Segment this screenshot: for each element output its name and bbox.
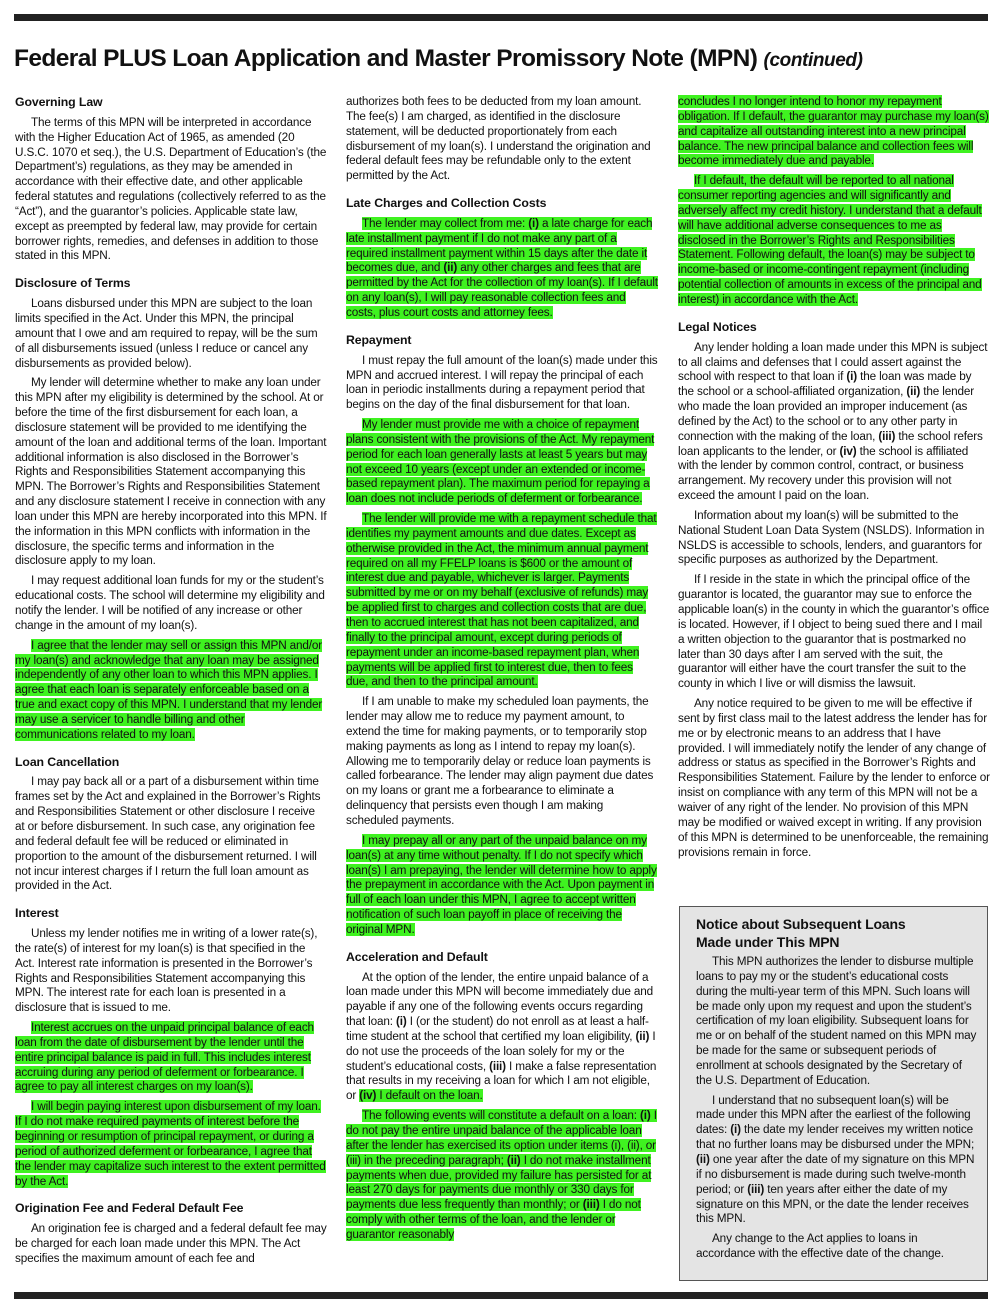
paragraph: Any change to the Act applies to loans in accordance with the effective date of the change. bbox=[696, 1232, 944, 1261]
paragraph-highlighted: concludes I no longer intend to honor my repayment obligation. If I default, the guarantor may purchase my loan(s) and capitalize all outstanding interest into a new principal balance. The new principal balance and collection fees will become immediately due and payable. bbox=[678, 95, 989, 168]
paragraph-highlighted: My lender must provide me with a choice of repayment plans consistent with the provisions of the Act. My repayment period for each loan generally lasts at least 5 years but may not exceed 10 years (except under an extended or income-based repayment plan). The maximum period for repaying a loan does not include periods of deferment or forbearance. bbox=[346, 418, 655, 506]
paragraph: I must repay the full amount of the loan(s) made under this MPN and accrued interest. I will repay the principal of each loan in periodic installments during a repayment period that begins on the day of the final disbursement for that loan. bbox=[346, 353, 658, 412]
section-heading-origination: Origination Fee and Federal Default Fee bbox=[15, 1201, 244, 1216]
paragraph: Unless my lender notifies me in writing of a lower rate(s), the rate(s) of interest for my loan(s) is that specified in the Act. Interest rate information is presented in the Borrower’s Rights and Responsibilities Statement accompanying this MPN. The interest rate for each loan is presented in a disclosure that is issued to me. bbox=[15, 927, 318, 1015]
bottom-rule bbox=[14, 1292, 988, 1299]
section-heading-cancellation: Loan Cancellation bbox=[15, 754, 120, 769]
section-heading-acceleration: Acceleration and Default bbox=[346, 949, 488, 964]
paragraph-highlighted: The following events will constitute a default on a loan: (i) I do not pay the entire unpaid balance of the applicable loan after the lender has exercised its option under items (i), (ii), or (iii) in the preceding paragraph; (ii) I do not make installment payments when due, provided my failure has persisted for at least 270 days for payments due monthly or 330 days for payments due less frequently than monthly; or (iii) I do not comply with other terms of the loan, and the lender or guarantor reasonably bbox=[346, 1109, 657, 1241]
paragraph: Loans disbursed under this MPN are subject to the loan limits specified in the Act. Under this MPN, the principal amount that I owe and am required to repay, will be the sum of all disbursements issued (unless I reduce or cancel any disbursements as provided below). bbox=[15, 297, 318, 370]
paragraph: An origination fee is charged and a federal default fee may be charged for each loan made under this MPN. The Act specifies the maximum amount of each fee and bbox=[15, 1222, 327, 1265]
page-title: Federal PLUS Loan Application and Master Promissory Note (MPN) (continued) bbox=[14, 45, 863, 72]
section-heading-interest: Interest bbox=[15, 906, 59, 921]
paragraph-highlighted: The lender may collect from me: (i) a late charge for each late installment payment if I do not make any part of a required installment payment within 15 days after the date it becomes due, and (ii) any other charges and fees that are permitted by the Act for the collection of my loan(s). If I default on any loan(s), I will pay reasonable collection fees and costs, plus court costs and attorney fees. bbox=[346, 216, 658, 319]
paragraph: authorizes both fees to be deducted from my loan amount. The fee(s) I am charged, as identified in the disclosure statement, will be deducted proportionately from each disbursement of my loan(s). I understand the origination and federal default fees may be refundable only to the extent permitted by the Act. bbox=[346, 95, 651, 183]
section-heading-disclosure: Disclosure of Terms bbox=[15, 276, 131, 291]
paragraph: Information about my loan(s) will be submitted to the National Student Loan Data System (NSLDS). Information in NSLDS is accessible to schools, lenders, and guarantors for specific purposes as authorized by the Department. bbox=[678, 508, 985, 567]
paragraph: I may pay back all or a part of a disbursement within time frames set by the Act and explained in the Borrower’s Rights and Responsibilities Statement or other disclosure I receive at or before disbursement. In such case, any origination fee and federal default fee will be reduced or eliminated in proportion to the amount of the disbursement returned. I will not incur interest charges if I return the full loan amount as provided in the Act. bbox=[15, 775, 321, 893]
paragraph-highlighted: Interest accrues on the unpaid principal balance of each loan from the date of disbursement by the lender until the entire principal balance is paid in full. This includes interest accruing during any period of deferment or forbearance. I agree to pay all interest charges on my loan(s). bbox=[15, 1021, 314, 1094]
paragraph: I may request additional loan funds for my or the student’s educational costs. The school will determine my eligibility and notify the lender. I will be notified of any increase or other change in the amount of my loan(s). bbox=[15, 574, 325, 632]
column-1 bbox=[15, 95, 327, 1272]
paragraph-highlighted: I agree that the lender may sell or assign this MPN and/or my loan(s) and acknowledge that any loan may be assigned independently of any other loan to which this MPN applies. I agree that each loan is separately enforceable based on a true and exact copy of this MPN. I understand that my lender may use a servicer to handle billing and other communications related to my loan. bbox=[15, 638, 323, 741]
column-2 bbox=[346, 95, 658, 1248]
paragraph-highlighted: If I default, the default will be reported to all national consumer reporting agencies and will significantly and adversely affect my credit history. I understand that a default will have additional adverse consequences to me as disclosed in the Borrower’s Rights and Responsibilities Statement. Following default, the loan(s) may be subject to income-based or income-contingent repayment (including potential collection of amounts in excess of the principal and interest) in accordance with the Act. bbox=[678, 174, 982, 306]
paragraph: At the option of the lender, the entire unpaid balance of a loan made under this MPN will become immediately due and payable if any one of the following events occurs regarding that loan: (i) I (or the student) do not enroll as at least a half-time student at the school that certified my loan eligibility, (ii) I do not use the proceeds of the loan solely for my or the student’s educational costs, (iii) I make a false representation that results in my receiving a loan for which I am not eligible, or (iv) I default on the loan. bbox=[346, 970, 657, 1103]
paragraph: If I am unable to make my scheduled loan payments, the lender may allow me to reduce my payment amount, to extend the time for making payments, or to temporarily stop making payments as long as I intend to repay my loan(s). Allowing me to temporarily delay or reduce loan payments is called forbearance. The lender may align payment due dates on my loans or grant me a forbearance to eliminate a delinquency that persists even though I am making scheduled payments. bbox=[346, 695, 654, 827]
paragraph-highlighted: The lender will provide me with a repayment schedule that identifies my payment amounts and due dates. Except as otherwise provided in the Act, the minimum annual payment required on all my FFELP loans is $600 or the amount of interest due and payable, whichever is larger. Payments submitted by me or on my behalf (exclusive of refunds) may be applied first to charges and collection costs that are due, then to accrued interest that has not been capitalized, and finally to the principal amount, except during periods of repayment under an income-based repayment plan, when payments will be applied first to interest due, then to fees due, and then to the principal amount. bbox=[346, 512, 657, 689]
top-rule bbox=[14, 14, 988, 21]
section-heading-late-charges: Late Charges and Collection Costs bbox=[346, 196, 547, 211]
paragraph: Any lender holding a loan made under this MPN is subject to all claims and defenses that I could assert against the school with respect to that loan if (i) the loan was made by the school or a school-affiliated organization, (ii) the lender who made the loan provided an improper inducement (as defined by the Act) to the school or to any other party in connection with the making of the loan, (iii) the school refers loan applicants to the lender, or (iv) the school is affiliated with the lender by common control, contract, or business arrangement. My recovery under this provision will not exceed the amount I paid on the loan. bbox=[678, 340, 988, 503]
notice-box-subsequent-loans bbox=[679, 906, 988, 1281]
paragraph: This MPN authorizes the lender to disburse multiple loans to pay my or the student’s educational costs during the multi-year term of this MPN. Such loans will be made only upon my request and upon the student’s certification of my loan eligibility. Subsequent loans for me or on behalf of the student named on this MPN may be made for the same or subsequent periods of enrollment at schools designated by the Secretary of the U.S. Department of Education. bbox=[696, 955, 977, 1087]
paragraph-highlighted: I may prepay all or any part of the unpaid balance on my loan(s) at any time without penalty. If I do not specify which loan(s) I am prepaying, the lender will determine how to apply the prepayment in accordance with the Act. Upon payment in full of each loan under this MPN, I agree to accept written notification of such loan payoff in place of receiving the original MPN. bbox=[346, 833, 657, 936]
paragraph: The terms of this MPN will be interpreted in accordance with the Higher Education Act of 1965, as amended (20 U.S.C. 1070 et seq.), the U.S. Department of Education’s (the Department’s) regulations, as they may be amended in accordance with their effective date, and other applicable federal statutes and regulations (collectively referred to as the “Act”), and the guarantor’s policies. Applicable state law, except as preempted by federal law, may provide for certain borrower rights, remedies, and defenses in addition to those stated in this MPN. bbox=[15, 115, 327, 263]
continued-label: (continued) bbox=[763, 50, 863, 71]
paragraph: My lender will determine whether to make any loan under this MPN after my eligibility is determined by the school. At or before the time of the first disbursement for each loan, a disclosure statement will be provided to me identifying the amount of the loan and additional terms of the loan. Important additional information is also disclosed in the Borrower’s Rights and Responsibilities Statement accompanying this MPN. The Borrower’s Rights and Responsibilities Statement and any disclosure statement I receive in connection with any loan under this MPN are hereby incorporated into this MPN. If the information in this MPN conflicts with information in the disclosure, the specific terms and information in the disclosure apply to my loan. bbox=[15, 376, 327, 568]
paragraph: Any notice required to be given to me will be effective if sent by first class mail to the latest address the lender has for me or by electronic means to an address that I have provided. I will immediately notify the lender of any change of address or status as specified in the Borrower’s Rights and Responsibilities Statement. Failure by the lender to enforce or insist on compliance with any term of this MPN will not be a waiver of any right of the lender. No provision of this MPN may be modified or waived except in writing. If any provision of this MPN is determined to be unenforceable, the remaining provisions remain in force. bbox=[678, 697, 990, 859]
section-heading-governing-law: Governing Law bbox=[15, 95, 103, 109]
section-heading-repayment: Repayment bbox=[346, 332, 412, 347]
paragraph: I understand that no subsequent loan(s) will be made under this MPN after the earliest of the following dates: (i) the date my lender receives my written notice that no further loans may be disbursed under the MPN; (ii) one year after the date of my signature on this MPN if no disbursement is made during such twelve-month period; or (iii) ten years after either the date of my signature on this MPN, or the date the lender receives this MPN. bbox=[696, 1093, 975, 1226]
column-3 bbox=[678, 95, 990, 865]
paragraph-highlighted: I will begin paying interest upon disbursement of my loan. If I do not make required payments of interest before the beginning or resumption of principal repayment, or during a period of authorized deferment or forbearance, I agree that the lender may capitalize such interest to the extent permitted by the Act. bbox=[15, 1100, 326, 1188]
section-heading-legal-notices: Legal Notices bbox=[678, 319, 757, 334]
paragraph: If I reside in the state in which the principal office of the guarantor is located, the guarantor may sue to enforce the applicable loan(s) in the county in which the guarantor’s office is located. However, if I object to being sued there and I mail a written objection to the guarantor that is postmarked no later than 30 days after I am served with the suit, the guarantor will either have the court transfer the suit to the county in which I live or will dismiss the lawsuit. bbox=[678, 573, 990, 691]
notice-heading: Notice about Subsequent Loans Made under This MPN bbox=[696, 916, 906, 950]
